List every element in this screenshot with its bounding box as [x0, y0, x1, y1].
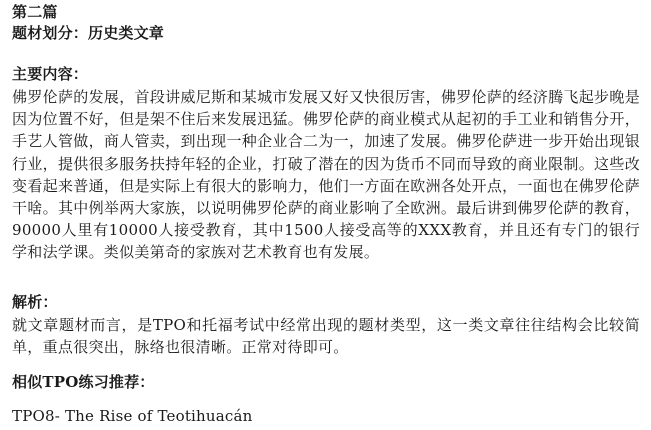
chapter-title: 第二篇 — [12, 3, 58, 21]
recommend-heading: 相似TPO练习推荐： — [12, 373, 155, 391]
analysis-body: 就文章题材而言，是TPO和托福考试中经常出现的题材类型，这一类文章往往结构会比较简单，重点很突出，脉络也很清晰。正常对待即可。 — [12, 316, 640, 357]
summary-heading: 主要内容： — [12, 65, 89, 83]
recommend-item: TPO8- The Rise of Teotihuacán — [12, 407, 253, 425]
summary-body: 佛罗伦萨的发展，首段讲威尼斯和某城市发展又好又快很厉害，佛罗伦萨的经济腾飞起步晚是因为位置不好，但是架不住后来发展迅猛。佛罗伦萨的商业模式从起初的手工业和销售分开，手艺人管做，商人管卖，到出现一种企业合二为一，加速了发展。佛罗伦萨进一步开始出现银行业，提供很多服务扶持年轻的企业，打破了潜在的因为货币不同而导致的商业限制。这些改变看起来普通，但是实际上有很大的影响力，他们一方面在欧洲各处开点，一面也在佛罗伦萨干啥。其中例举两大家族，以说明佛罗伦萨的商业影响了全欧洲。最后讲到佛罗伦萨的教育，90000人里有10000人接受教育，其中1500人接受高等的XXX教育，并且还有专门的银行学和法学课。类似美第奇的家族对艺术教育也有发展。 — [12, 88, 640, 262]
category-line: 题材划分：历史类文章 — [12, 24, 165, 42]
analysis-heading: 解析： — [12, 293, 58, 311]
